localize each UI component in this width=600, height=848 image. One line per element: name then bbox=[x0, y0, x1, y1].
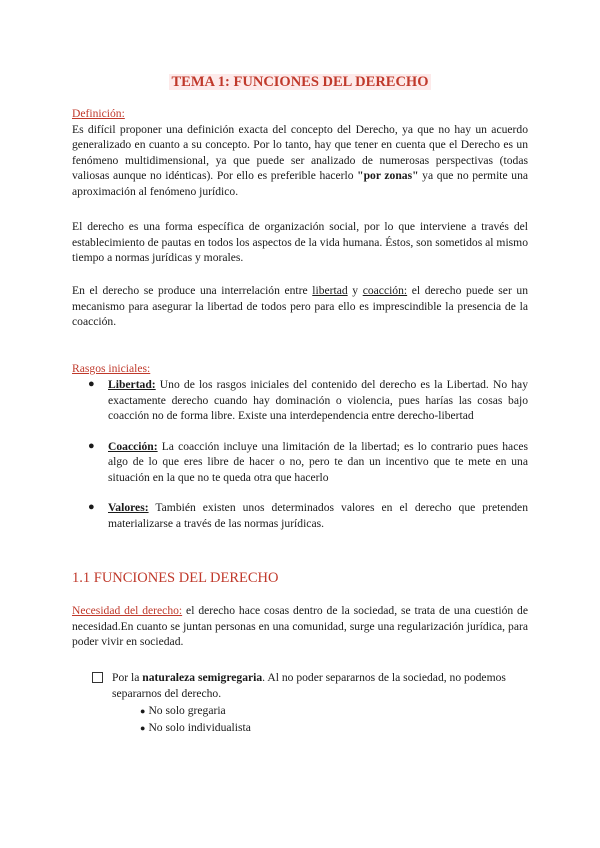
bullet-icon: ● bbox=[88, 501, 95, 513]
rasgo-term: Libertad: bbox=[108, 378, 156, 391]
list-item bbox=[140, 703, 251, 720]
necesidad-text: el derecho hace cosas dentro de la sociedad, se trata de una cuestión de necesidad.En cuanto se juntan personas en una comunidad, surge una regularización jurídica, para poder vivir en sociedad. bbox=[72, 604, 528, 648]
rasgo-text: Uno de los rasgos iniciales del contenido del derecho es la Libertad. No hay exactamente derecho cuando hay dominación o violencia, pues harías las cosas bajo coacción no de forma libre. Existe una interdependencia entre derecho-libertad bbox=[108, 378, 528, 422]
rasgos-list bbox=[72, 377, 528, 546]
checkbox-bold: naturaleza semigregaria bbox=[142, 671, 263, 684]
necesidad-section bbox=[72, 603, 528, 650]
sub-list bbox=[140, 703, 251, 736]
p3-start: En el derecho se produce una interrelación entre bbox=[72, 284, 313, 297]
rasgo-text: También existen unos determinados valores en el derecho que pretenden materializarse a través de las normas jurídicas. bbox=[108, 501, 528, 530]
checkbox-icon[interactable] bbox=[92, 672, 103, 683]
p3-mid: y bbox=[347, 284, 363, 297]
definicion-bold: "por zonas" bbox=[357, 169, 419, 182]
sub-item-text: No solo gregaria bbox=[148, 704, 226, 717]
rasgos-label-wrap bbox=[72, 361, 528, 377]
definicion-section bbox=[72, 106, 528, 199]
p3-coaccion: coacción: bbox=[362, 284, 408, 297]
list-item bbox=[72, 377, 528, 424]
title-text: TEMA 1: FUNCIONES DEL DERECHO bbox=[171, 74, 429, 90]
bullet-icon: ● bbox=[88, 439, 95, 452]
list-item bbox=[72, 439, 528, 486]
p3-end: el derecho puede ser un mecanismo para asegurar la libertad de todos pero para ello es imprescindible la presencia de la coacción. bbox=[72, 284, 528, 328]
definicion-label: Definición: bbox=[72, 107, 125, 120]
rasgo-term: Coacción: bbox=[108, 439, 158, 453]
paragraph-interrelacion bbox=[72, 283, 528, 330]
list-item bbox=[140, 720, 251, 737]
rasgo-term: Valores: bbox=[108, 501, 149, 514]
bullet-icon: ● bbox=[88, 378, 95, 390]
bullet-icon: ● bbox=[140, 706, 146, 716]
section-heading: 1.1 FUNCIONES DEL DERECHO bbox=[72, 570, 279, 586]
page-title bbox=[0, 74, 600, 91]
sub-item-text: No solo individualista bbox=[148, 720, 251, 734]
checkbox-item bbox=[92, 670, 528, 701]
checkbox-end: . Al no poder separarnos de la sociedad, no podemos separarnos del derecho. bbox=[112, 671, 506, 700]
rasgos-label: Rasgos iniciales: bbox=[72, 362, 151, 375]
p3-libertad: libertad bbox=[312, 284, 348, 297]
rasgo-text: La coacción incluye una limitación de la libertad; es lo contrario pues haces algo de lo que eres libre de hacer o no, pero te dan un incentivo que te mete en una situación en la que no te queda otra que hacerlo bbox=[108, 439, 528, 484]
necesidad-label: Necesidad del derecho: bbox=[72, 604, 183, 617]
list-item bbox=[72, 500, 528, 531]
definicion-text: Es difícil proponer una definición exacta del concepto del Derecho, ya que no hay un acuerdo generalizado en cuanto a su concepto. Por lo tanto, hay que tener en cuenta que el Derecho es un fenómeno multidimensional, ya que puede ser analizado de numerosas perspectivas (todas valiosas aunque no idénticas). Por ello es preferible hacerlo bbox=[72, 122, 528, 182]
checkbox-start: Por la bbox=[112, 671, 143, 684]
checkbox-text bbox=[112, 670, 528, 701]
paragraph-organizacion: El derecho es una forma específica de organización social, por lo que interviene a través del establecimiento de pautas en todos los aspectos de la vida humana. Éstos, son sometidos al mismo tiempo a normas jurídicas y morales. bbox=[72, 220, 528, 264]
definicion-text-end: ya que no permite una aproximación al fenómeno jurídico. bbox=[72, 169, 529, 198]
bullet-icon: ● bbox=[140, 722, 146, 733]
